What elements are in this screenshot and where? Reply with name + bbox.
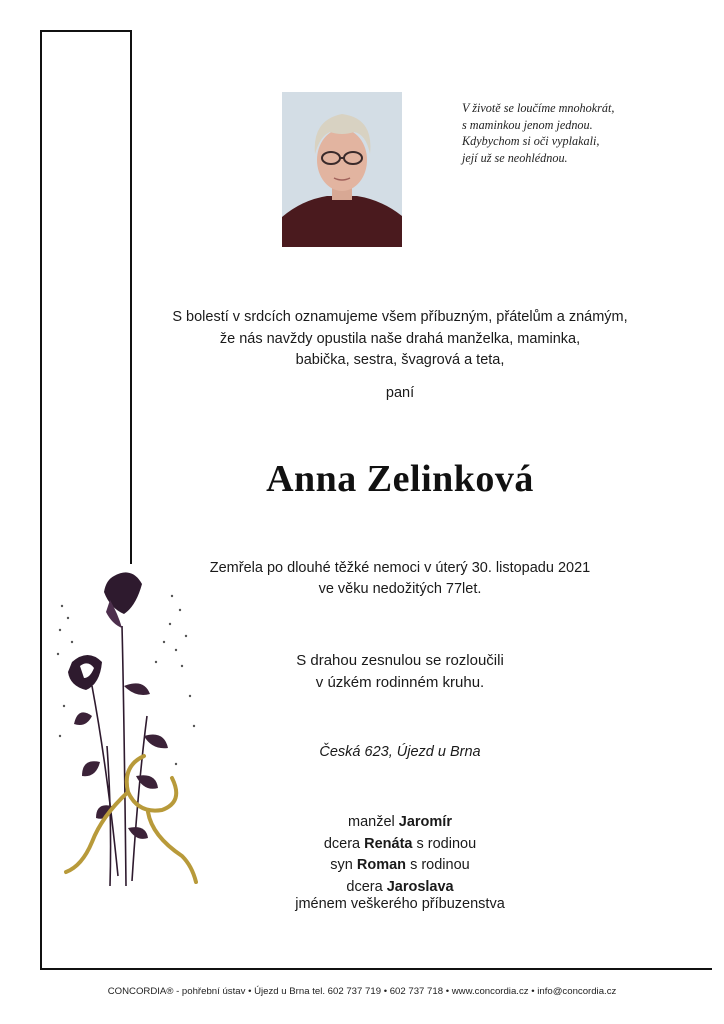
frame-bottom-line xyxy=(40,968,712,970)
portrait-photo xyxy=(282,92,402,247)
deceased-name: Anna Zelinková xyxy=(266,458,534,500)
farewell-line: S drahou zesnulou se rozloučili xyxy=(296,652,504,669)
family-suffix: s rodinou xyxy=(416,835,477,852)
frame-left-line xyxy=(40,30,42,970)
family-member xyxy=(140,812,660,834)
title-pani: paní xyxy=(385,385,415,401)
poem-line: její už se neohlédnou. xyxy=(462,150,568,165)
poem xyxy=(462,100,702,166)
farewell-line: v úzkém rodinném kruhu. xyxy=(315,674,485,691)
family-suffix: s rodinou xyxy=(410,857,470,873)
frame-inner-line xyxy=(130,30,132,564)
announcement-line: S bolestí v srdcích oznamujeme všem příbuzným, přátelům a známým, xyxy=(172,309,628,325)
family-name: Jaromír xyxy=(398,814,452,830)
footer-contact: CONCORDIA® - pohřební ústav • Újezd u Brna tel. 602 737 719 • 602 737 718 • www.concordia.cz • info@concordia.cz xyxy=(107,986,617,997)
poem-line: V životě se loučíme mnohokrát, xyxy=(462,101,615,115)
signoff: jménem veškerého příbuzenstva xyxy=(295,896,505,912)
family-name: Roman xyxy=(356,857,407,873)
family-name: Renáta xyxy=(364,835,413,852)
death-notice xyxy=(140,558,660,600)
poem-line: Kdybychom si oči vyplakali, xyxy=(462,134,600,148)
poem-line: s maminkou jenom jednou. xyxy=(462,117,593,132)
family-member xyxy=(140,855,660,877)
family-relation: dcera xyxy=(323,835,361,852)
farewell-notice xyxy=(140,650,660,694)
flower-bouquet-ornament xyxy=(52,566,202,896)
family-member xyxy=(140,877,660,899)
family-list xyxy=(140,812,660,898)
announcement-line: že nás navždy opustila naše drahá manželka, maminka, xyxy=(219,330,581,347)
frame-top-line xyxy=(40,30,132,32)
death-line: ve věku nedožitých 77let. xyxy=(318,581,482,597)
death-line: Zemřela po dlouhé těžké nemoci v úterý 30. listopadu 2021 xyxy=(209,560,591,576)
announcement-line: babička, sestra, švagrová a teta, xyxy=(295,352,505,368)
family-relation: syn xyxy=(330,857,353,873)
announcement xyxy=(140,307,660,372)
address: Česká 623, Újezd u Brna xyxy=(319,744,481,760)
family-member xyxy=(140,834,660,856)
family-name: Jaroslava xyxy=(386,878,454,895)
family-relation: dcera xyxy=(346,878,383,895)
family-relation: manžel xyxy=(348,814,395,830)
